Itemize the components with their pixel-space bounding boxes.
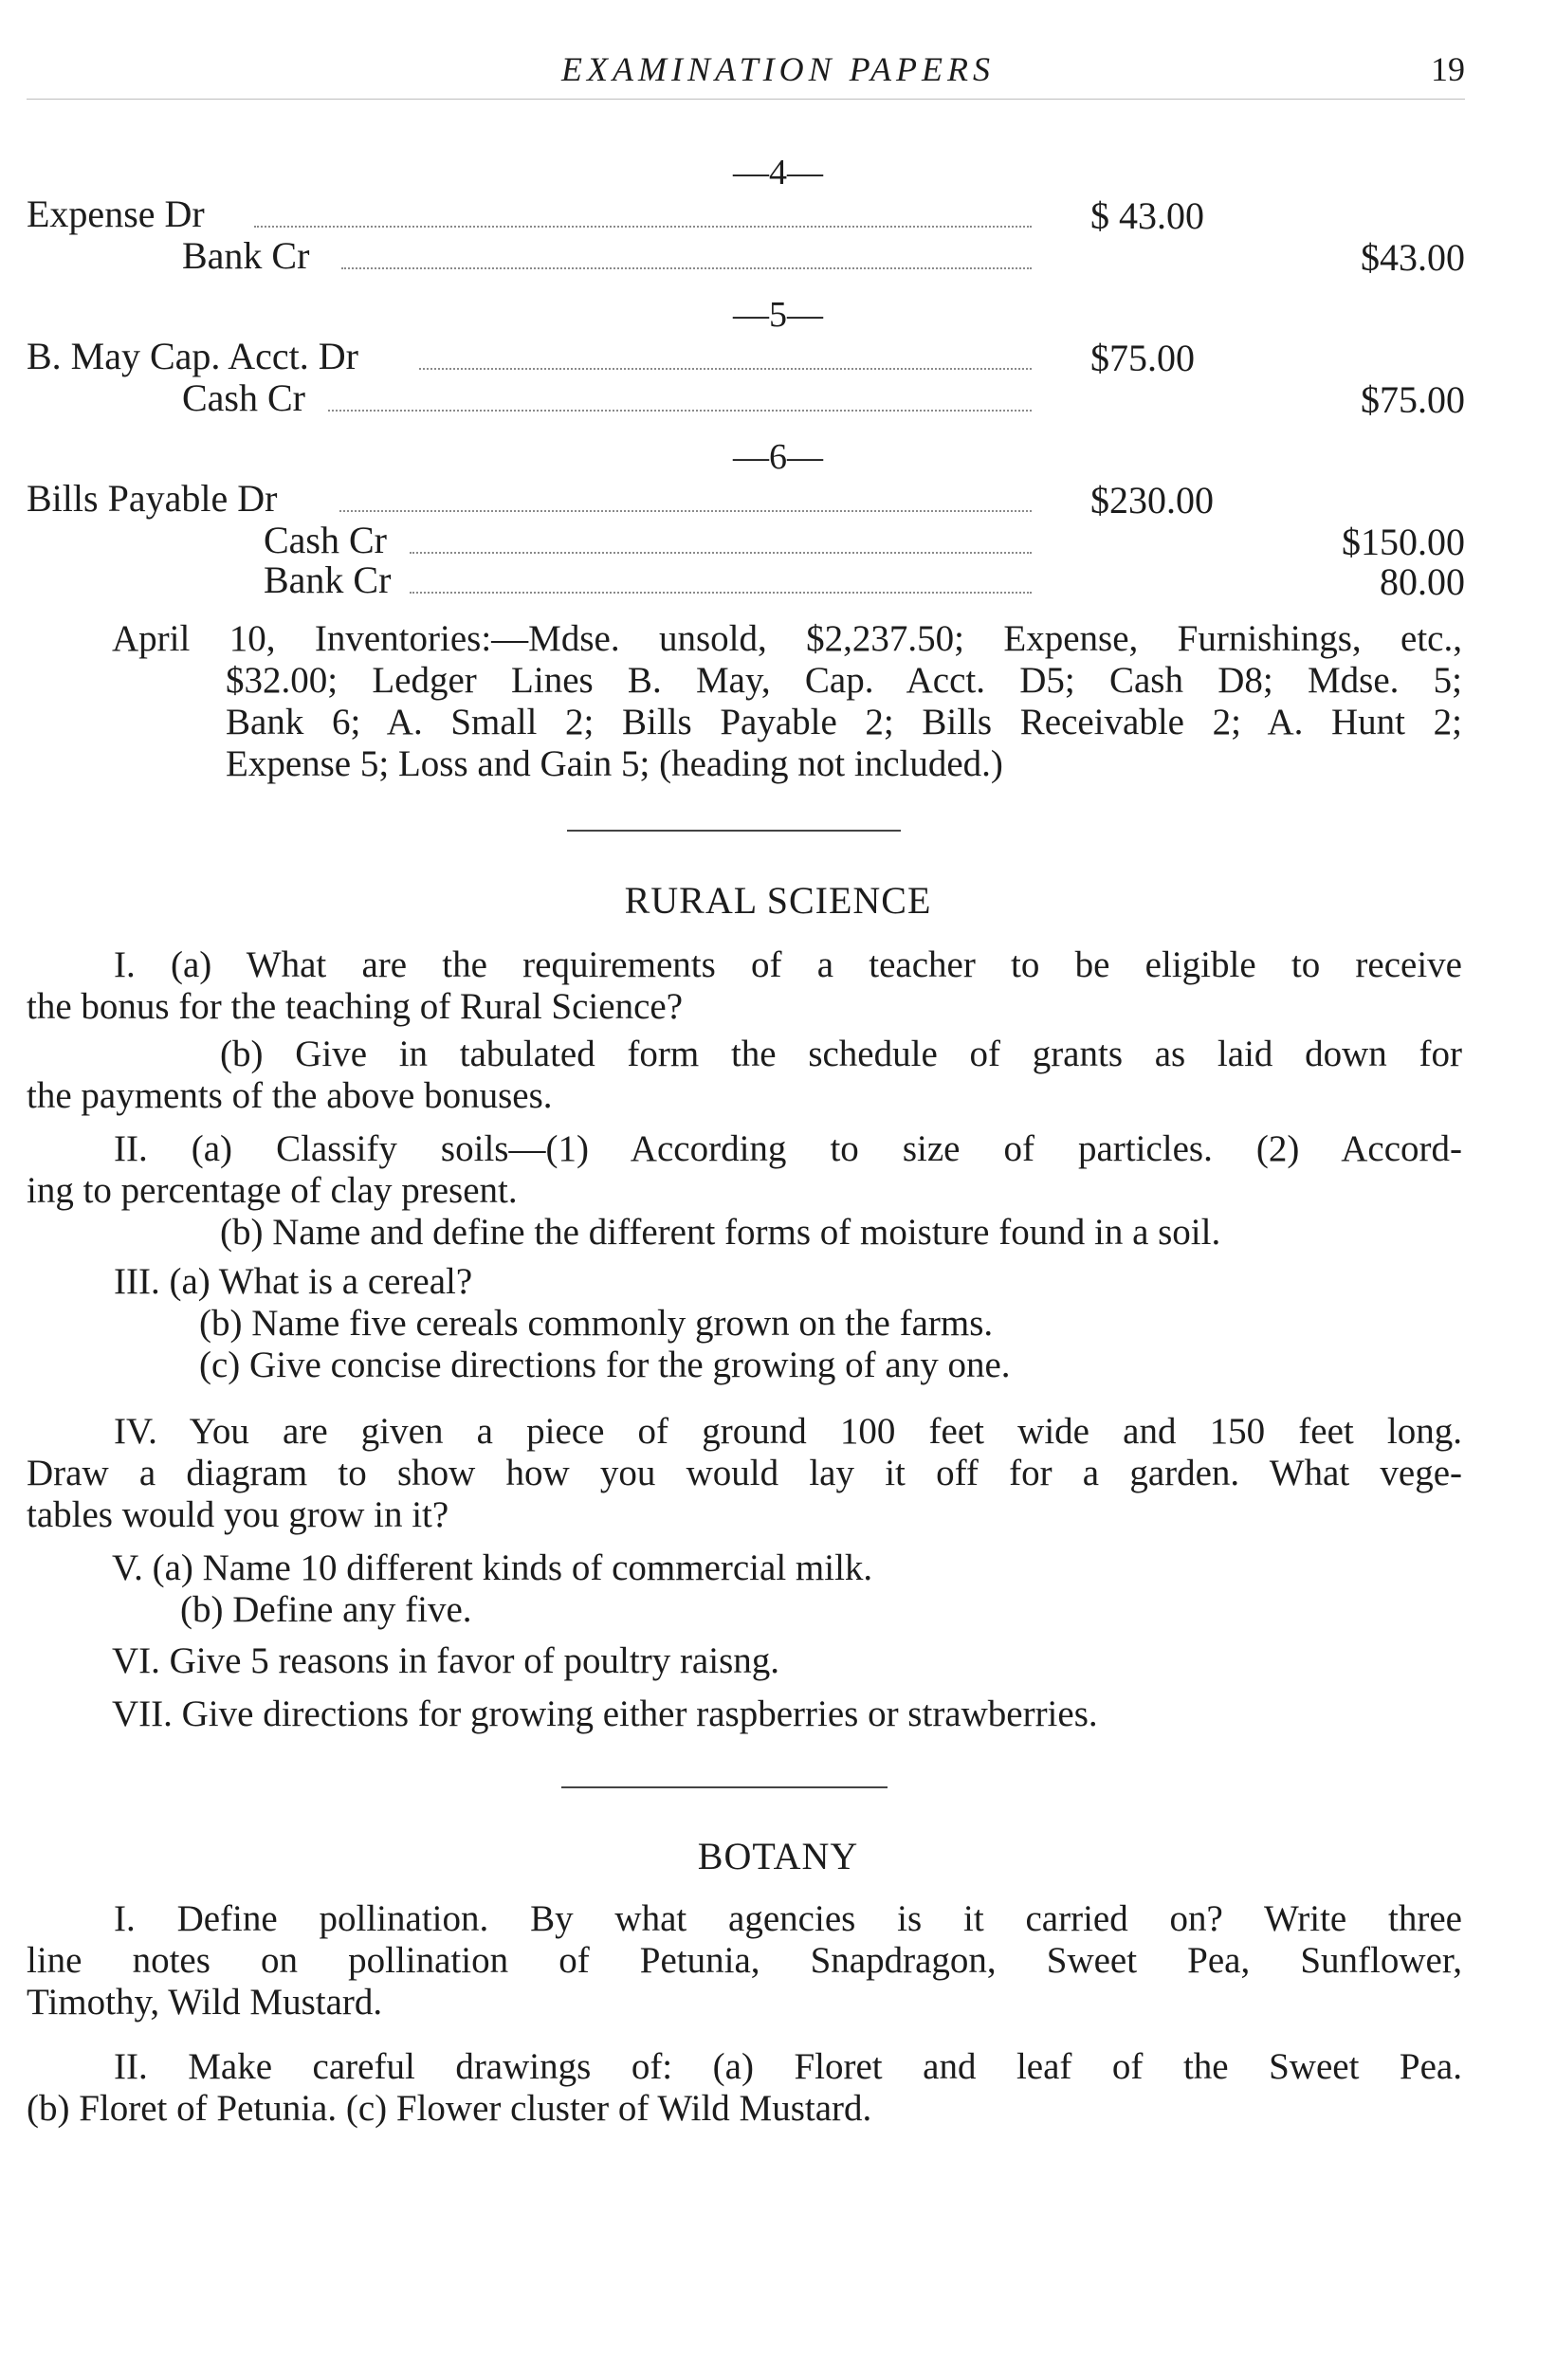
question-line: (c) Give concise directions for the growing of any one. (199, 1345, 1011, 1385)
section-title-botany: BOTANY (697, 1835, 859, 1877)
question-line: II. Make careful drawings of: (a) Floret and leaf of the Sweet Pea. (114, 2046, 1462, 2087)
debit-amount: $75.00 (1090, 337, 1195, 379)
account-name: Bills Payable Dr (27, 477, 278, 520)
question-line: tables would you grow in it? (27, 1494, 449, 1535)
debit-amount: $ 43.00 (1090, 194, 1204, 237)
note-line: Bank 6; A. Small 2; Bills Payable 2; Bills Receivable 2; A. Hunt 2; (226, 702, 1462, 742)
question-line: (b) Floret of Petunia. (c) Flower cluster of Wild Mustard. (27, 2088, 872, 2129)
dot-leader (339, 510, 1032, 512)
account-name: Cash Cr (264, 519, 387, 561)
credit-amount: $75.00 (1361, 378, 1465, 421)
question-line: the bonus for the teaching of Rural Science? (27, 986, 684, 1027)
question-line: VI. Give 5 reasons in favor of poultry raisng. (112, 1640, 779, 1681)
running-head: EXAMINATION PAPERS (561, 50, 995, 88)
dot-leader (254, 226, 1032, 228)
question-line: Draw a diagram to show how you would lay it off for a garden. What vege- (27, 1453, 1462, 1493)
question-line: I. Define pollination. By what agencies is it carried on? Write three (114, 1898, 1462, 1939)
question-line: (b) Name five cereals commonly grown on the farms. (199, 1303, 994, 1344)
page-number: 19 (1431, 50, 1465, 88)
header-rule (27, 99, 1465, 100)
question-line: IV. You are given a piece of ground 100 feet wide and 150 feet long. (114, 1411, 1462, 1452)
credit-amount: $43.00 (1361, 236, 1465, 279)
question-line: (b) Name and define the different forms of moisture found in a soil. (220, 1212, 1221, 1253)
question-line: (b) Give in tabulated form the schedule of grants as laid down for (220, 1034, 1462, 1074)
section-divider (567, 830, 901, 832)
entry-number: —6— (733, 437, 823, 477)
account-name: Bank Cr (182, 234, 310, 277)
question-line: the payments of the above bonuses. (27, 1075, 553, 1116)
dot-leader (410, 592, 1032, 594)
section-title-rural-science: RURAL SCIENCE (624, 879, 932, 922)
debit-amount: $230.00 (1090, 479, 1214, 522)
question-line: ing to percentage of clay present. (27, 1170, 518, 1211)
section-divider (561, 1786, 888, 1788)
credit-amount: $150.00 (1342, 521, 1465, 563)
account-name: Bank Cr (264, 558, 392, 601)
question-line: line notes on pollination of Petunia, Snapdragon, Sweet Pea, Sunflower, (27, 1940, 1462, 1981)
question-line: VII. Give directions for growing either raspberries or strawberries. (112, 1693, 1098, 1734)
account-name: Expense Dr (27, 192, 205, 235)
account-name: Cash Cr (182, 376, 305, 419)
note-line: $32.00; Ledger Lines B. May, Cap. Acct. D5; Cash D8; Mdse. 5; (226, 660, 1462, 701)
dot-leader (328, 410, 1032, 412)
question-line: V. (a) Name 10 different kinds of commercial milk. (112, 1547, 873, 1588)
note-line: Expense 5; Loss and Gain 5; (heading not included.) (226, 743, 1003, 784)
dot-leader (419, 368, 1032, 370)
credit-amount: 80.00 (1380, 560, 1465, 603)
question-line: (b) Define any five. (180, 1589, 472, 1630)
entry-number: —4— (733, 153, 823, 192)
account-name: B. May Cap. Acct. Dr (27, 335, 358, 377)
note-line: April 10, Inventories:—Mdse. unsold, $2,237.50; Expense, Furnishings, etc., (112, 618, 1462, 659)
question-line: III. (a) What is a cereal? (114, 1261, 473, 1302)
question-line: Timothy, Wild Mustard. (27, 1982, 383, 2023)
question-line: I. (a) What are the requirements of a teacher to be eligible to receive (114, 944, 1462, 985)
question-line: II. (a) Classify soils—(1) According to size of particles. (2) Accord- (114, 1128, 1462, 1169)
dot-leader (341, 267, 1032, 269)
dot-leader (410, 552, 1032, 554)
entry-number: —5— (733, 295, 823, 335)
